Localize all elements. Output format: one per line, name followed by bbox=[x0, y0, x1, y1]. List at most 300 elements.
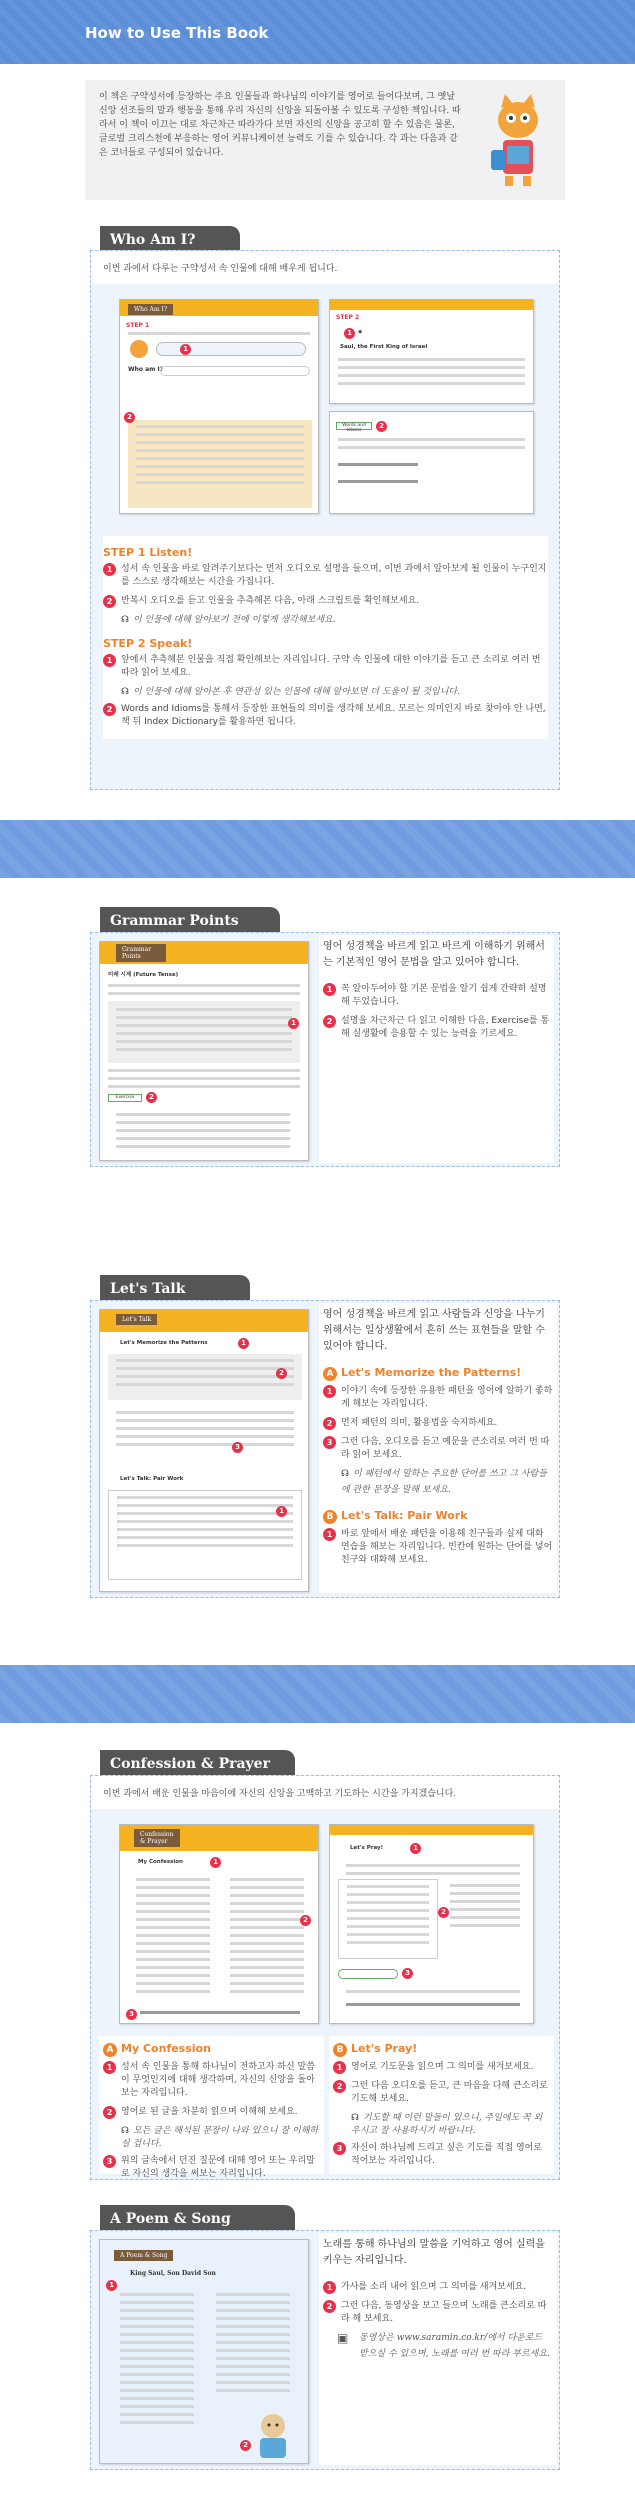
text-line bbox=[216, 2373, 290, 2376]
confession-page-right bbox=[329, 1824, 534, 2024]
marker-1: 1 bbox=[276, 1506, 287, 1517]
text-line bbox=[450, 1908, 520, 1911]
text-line bbox=[136, 441, 304, 444]
number-badge: 2 bbox=[103, 2106, 116, 2119]
poem-item-1 bbox=[323, 2281, 553, 2294]
text-line bbox=[136, 473, 304, 476]
number-badge: 1 bbox=[103, 654, 116, 667]
tab-confession-prayer bbox=[100, 1750, 295, 1778]
words-label: Words and Idioms bbox=[336, 422, 372, 430]
text-line bbox=[338, 366, 525, 369]
text-line bbox=[120, 2389, 194, 2392]
text-line bbox=[230, 1982, 304, 1985]
speak-title: Saul, the First King of Israel bbox=[340, 344, 428, 350]
pray-mock-label: Let's Pray! bbox=[350, 1845, 384, 1851]
hint-text: 기도할 때 이런 말들이 있으니, 주일에도 꼭 외우시고 잘 사용하시기 바랍니다. bbox=[351, 2113, 543, 2136]
number-badge: 2 bbox=[333, 2080, 346, 2093]
marker-1: 1 bbox=[180, 344, 191, 355]
text-line bbox=[230, 1878, 304, 1881]
text-line bbox=[116, 1443, 294, 1446]
number-badge: 1 bbox=[103, 2061, 116, 2074]
text-line bbox=[116, 1375, 294, 1378]
talk-a-item-2 bbox=[323, 1417, 553, 1430]
text-line bbox=[117, 1520, 293, 1523]
text-line bbox=[116, 1048, 292, 1051]
rule-box bbox=[108, 1001, 300, 1063]
talk-a-item-3 bbox=[323, 1436, 553, 1462]
step2-item-1 bbox=[103, 654, 548, 680]
step-text: 성서 속 인물을 통해 하나님이 전하고자 하신 말씀이 무엇인지에 대해 생각하며, 자신의 신앙을 돌아보는 자리입니다. bbox=[121, 2062, 315, 2098]
marker-1: 1 bbox=[344, 328, 355, 339]
text-line bbox=[116, 1032, 292, 1035]
text-line bbox=[116, 1024, 292, 1027]
text-line bbox=[116, 1435, 294, 1438]
text-line bbox=[117, 1528, 293, 1531]
text-line bbox=[120, 2341, 194, 2344]
text-line bbox=[450, 1924, 520, 1927]
page-tag: Grammar Points bbox=[116, 944, 166, 962]
headphones-icon: ☊ bbox=[121, 687, 129, 697]
grammar-intro: 영어 성경책을 바르게 읽고 바르게 이해하기 위해서는 기본적인 영어 문법을 알고 있어야 합니다. bbox=[323, 941, 545, 968]
text-line bbox=[216, 2389, 290, 2392]
marker-2: 2 bbox=[146, 1092, 157, 1103]
poem-page bbox=[99, 2239, 309, 2464]
text-line bbox=[338, 446, 525, 449]
page-header bbox=[330, 1825, 533, 1835]
marker-2: 2 bbox=[376, 421, 387, 432]
text-line bbox=[116, 1040, 292, 1043]
text-line bbox=[116, 1411, 294, 1414]
step1-item-2 bbox=[103, 595, 548, 608]
cat-mascot-icon bbox=[483, 90, 553, 190]
marker-2: 2 bbox=[240, 2440, 251, 2451]
page-tag: A Poem & Song bbox=[114, 2250, 173, 2261]
text-line bbox=[120, 2397, 194, 2400]
prayer-box bbox=[338, 1879, 438, 1959]
text-line bbox=[216, 2381, 290, 2384]
text-line bbox=[117, 1496, 293, 1499]
text-line bbox=[120, 2349, 194, 2352]
text-line bbox=[136, 1982, 210, 1985]
text-line bbox=[116, 1008, 292, 1011]
text-line bbox=[230, 1910, 304, 1913]
text-line bbox=[216, 2309, 290, 2312]
marker-1: 1 bbox=[210, 1857, 221, 1868]
text-line bbox=[120, 2293, 194, 2296]
step-text: 꼭 알아두어야 할 기본 문법을 알기 쉽게 간략히 설명해 두었습니다. bbox=[341, 984, 547, 1007]
page-tag: Confession & Prayer bbox=[134, 1829, 180, 1847]
text-line bbox=[230, 1886, 304, 1889]
text-line bbox=[117, 1544, 293, 1547]
text-line bbox=[116, 1016, 292, 1019]
write-line bbox=[346, 2003, 520, 2006]
text-line bbox=[338, 438, 525, 441]
pattern-box bbox=[108, 1354, 302, 1400]
text-line bbox=[120, 2325, 194, 2328]
pair-mock-label: Let's Talk: Pair Work bbox=[120, 1476, 184, 1482]
tab-label: Confession & Prayer bbox=[110, 1756, 270, 1772]
text-line bbox=[136, 465, 304, 468]
marker-2: 2 bbox=[300, 1915, 311, 1926]
talk-a-hint bbox=[323, 1466, 553, 1498]
step1-title: STEP 1 Listen! bbox=[103, 546, 193, 559]
hint-text: 모든 글은 해석된 문장이 나와 있으니 잘 이해하실 겁니다. bbox=[121, 2126, 319, 2149]
text-line bbox=[116, 1145, 290, 1148]
step1-hint bbox=[103, 612, 548, 625]
step-text: 그런 다음, 오디오를 듣고 예문을 큰소리로 여러 번 따라 읽어 보세요. bbox=[341, 1437, 550, 1460]
number-badge: 1 bbox=[323, 1528, 336, 1541]
step-text: 그런 다음 오디오를 듣고, 큰 마음을 다해 큰소리로 기도해 보세요. bbox=[351, 2081, 548, 2104]
confession-b-item-3 bbox=[333, 2142, 550, 2168]
step-text: 설명을 차근차근 다 읽고 이해한 다음, Exercise를 통해 실생활에 응용할 수 있는 능력을 기르세요. bbox=[341, 1016, 550, 1039]
who-page-left bbox=[119, 299, 319, 514]
text-line bbox=[347, 1893, 429, 1896]
text-line bbox=[120, 2421, 194, 2424]
text-line bbox=[116, 1129, 290, 1132]
text-line bbox=[338, 382, 525, 385]
text-line bbox=[136, 1918, 210, 1921]
write-line bbox=[140, 2011, 300, 2014]
confession-a-title bbox=[103, 2042, 320, 2057]
number-badge: 2 bbox=[323, 2300, 336, 2313]
talk-page bbox=[99, 1309, 309, 1592]
text-line bbox=[120, 2381, 194, 2384]
marker-1: 1 bbox=[106, 2280, 117, 2291]
audio-bar bbox=[156, 342, 306, 356]
sub-title: Let's Pray! bbox=[351, 2042, 418, 2055]
confession-a-item-3 bbox=[103, 2155, 320, 2181]
marker-1: 1 bbox=[288, 1018, 299, 1029]
confession-a-item-1 bbox=[103, 2061, 320, 2100]
text-line bbox=[216, 2293, 290, 2296]
talk-panel bbox=[90, 1300, 560, 1598]
step1-mock-label: STEP 1 bbox=[126, 322, 150, 329]
poem-intro: 노래를 통해 하나님의 말씀을 기억하고 영어 실력을 키우는 자리입니다. bbox=[323, 2239, 545, 2266]
confession-b-item-2 bbox=[333, 2080, 550, 2106]
text-line bbox=[136, 1966, 210, 1969]
marker-2: 2 bbox=[438, 1907, 449, 1918]
text-line bbox=[338, 463, 418, 466]
step2-mock-label: STEP 2 bbox=[336, 314, 360, 321]
text-line bbox=[216, 2317, 290, 2320]
grammar-panel bbox=[90, 932, 560, 1167]
grammar-page bbox=[99, 941, 309, 1161]
text-line bbox=[450, 1892, 520, 1895]
step-text: 이야기 속에 등장한 유용한 패턴을 영어에 알하기 좋하게 해보는 자리입니다. bbox=[341, 1386, 553, 1409]
headphones-icon: ☊ bbox=[341, 1469, 349, 1479]
text-line bbox=[136, 1974, 210, 1977]
text-line bbox=[136, 1958, 210, 1961]
text-line bbox=[338, 358, 525, 361]
confession-panel bbox=[90, 1775, 560, 2180]
text-line bbox=[347, 1885, 429, 1888]
page-header bbox=[330, 300, 533, 310]
camera-icon: ▣ bbox=[337, 2331, 349, 2345]
text-line bbox=[136, 1926, 210, 1929]
step1-item-1 bbox=[103, 563, 548, 589]
example-lines bbox=[108, 1406, 302, 1451]
text-line bbox=[230, 1974, 304, 1977]
text-line bbox=[136, 433, 304, 436]
text-line bbox=[450, 1916, 520, 1919]
number-badge: 1 bbox=[323, 983, 336, 996]
text-line bbox=[136, 1934, 210, 1937]
section-divider bbox=[0, 820, 635, 878]
text-line bbox=[136, 1942, 210, 1945]
tab-label: Let's Talk bbox=[110, 1281, 186, 1297]
step-text: 그런 다음, 동영상을 보고 들으며 노래를 큰소리로 따라 해 보세요. bbox=[341, 2301, 547, 2324]
text-line bbox=[116, 1121, 290, 1124]
intro-box bbox=[85, 80, 565, 200]
who-steps bbox=[103, 536, 548, 739]
song-title: King Saul, Son David Son bbox=[130, 2270, 216, 2277]
text-line bbox=[120, 2317, 194, 2320]
avatar bbox=[130, 340, 148, 358]
confession-b bbox=[329, 2036, 554, 2174]
marker-3: 3 bbox=[402, 1968, 413, 1979]
poem-item-2 bbox=[323, 2300, 553, 2326]
text-line bbox=[216, 2325, 290, 2328]
page-tag: Let's Talk bbox=[116, 1314, 157, 1325]
text-line bbox=[347, 1925, 429, 1928]
tab-label: A Poem & Song bbox=[110, 2211, 231, 2227]
text-line bbox=[108, 984, 300, 987]
my-confession-mock: My Confession bbox=[138, 1859, 183, 1865]
grammar-heading: 미래 시제 (Future Tense) bbox=[108, 972, 179, 978]
who-lead: 이번 과에서 다루는 구약성서 속 인물에 대해 배우게 됩니다. bbox=[91, 251, 559, 284]
text-line bbox=[450, 1900, 520, 1903]
letter-b-badge: B bbox=[333, 2043, 347, 2057]
text-line bbox=[230, 1950, 304, 1953]
step-text: 성서 속 인물을 바로 알려주기보다는 먼저 오디오로 설명을 들으며, 이번 과에서 알아보게 될 인물이 누구인지를 스스로 생각해보는 시간을 가집니다. bbox=[121, 564, 547, 587]
talk-b-item-1 bbox=[323, 1528, 553, 1567]
text-line bbox=[120, 2373, 194, 2376]
sub-title: Let's Talk: Pair Work bbox=[341, 1509, 468, 1522]
number-badge: 3 bbox=[103, 2155, 116, 2168]
number-badge: 1 bbox=[103, 563, 116, 576]
confession-b-title bbox=[333, 2042, 550, 2057]
number-badge: 2 bbox=[323, 1417, 336, 1430]
who-page-right-bottom bbox=[329, 411, 534, 514]
hint-text: 동영상은 www.saramin.co.kr/에서 다운로드 받으실 수 있으며, 노래를 여러 번 따라 부르세요. bbox=[359, 2333, 550, 2359]
text-line bbox=[346, 1872, 520, 1875]
text-line bbox=[108, 1077, 300, 1080]
text-line bbox=[347, 1901, 429, 1904]
text-line bbox=[450, 1884, 520, 1887]
text-line bbox=[136, 481, 304, 484]
number-badge: 3 bbox=[323, 1436, 336, 1449]
audio-icon: ◉ bbox=[358, 329, 363, 335]
text-line bbox=[230, 1926, 304, 1929]
number-badge: 3 bbox=[333, 2142, 346, 2155]
text-line bbox=[216, 2301, 290, 2304]
confession-a-item-2 bbox=[103, 2106, 320, 2119]
talk-a-item-1 bbox=[323, 1385, 553, 1411]
step-text: 가사를 소리 내어 읽으며 그 의미를 새겨보세요. bbox=[341, 2282, 527, 2292]
text-line bbox=[136, 1894, 210, 1897]
number-badge: 2 bbox=[323, 1015, 336, 1028]
text-line bbox=[216, 2357, 290, 2360]
patterns-mock-label: Let's Memorize the Patterns bbox=[120, 1340, 208, 1346]
text-line bbox=[136, 449, 304, 452]
number-badge: 1 bbox=[323, 1385, 336, 1398]
text-line bbox=[120, 2309, 194, 2312]
text-line bbox=[116, 1383, 294, 1386]
text-line bbox=[120, 2405, 194, 2408]
text-line bbox=[136, 1878, 210, 1881]
lyrics-english bbox=[112, 2288, 202, 2429]
marker-1: 1 bbox=[238, 1338, 249, 1349]
text-line bbox=[346, 1990, 520, 1993]
headphones-icon: ☊ bbox=[351, 2113, 359, 2123]
text-line bbox=[230, 1958, 304, 1961]
text-line bbox=[347, 1909, 429, 1912]
text-line bbox=[230, 1894, 304, 1897]
grammar-item-2 bbox=[323, 1015, 550, 1041]
text-line bbox=[216, 2349, 290, 2352]
text-line bbox=[347, 1941, 429, 1944]
text-line bbox=[346, 1864, 520, 1867]
text-line bbox=[136, 457, 304, 460]
text-line bbox=[136, 1886, 210, 1889]
text-line bbox=[230, 1942, 304, 1945]
text-line bbox=[108, 992, 300, 995]
text-line bbox=[347, 1933, 429, 1936]
text-line bbox=[216, 2341, 290, 2344]
marker-2: 2 bbox=[276, 1368, 287, 1379]
text-line bbox=[116, 1427, 294, 1430]
text-line bbox=[230, 1990, 304, 1993]
letter-a-badge: A bbox=[323, 1367, 337, 1381]
hint-text: 이 패턴에서 말하는 주요한 단어를 쓰고 그 사람들에 관한 문장을 말해 보세요. bbox=[341, 1469, 547, 1495]
text-line bbox=[116, 1137, 290, 1140]
letter-b-badge: B bbox=[323, 1510, 337, 1524]
text-line bbox=[120, 2413, 194, 2416]
text-line bbox=[117, 1536, 293, 1539]
text-line bbox=[117, 1504, 293, 1507]
text-line bbox=[120, 2301, 194, 2304]
talk-a-title bbox=[323, 1365, 553, 1381]
tab-grammar-points bbox=[100, 907, 280, 935]
step-text: 먼저 패턴의 의미, 활용법을 숙지하세요. bbox=[341, 1418, 498, 1428]
text-line bbox=[230, 1902, 304, 1905]
step2-title: STEP 2 Speak! bbox=[103, 637, 193, 650]
text-line bbox=[230, 1934, 304, 1937]
who-panel bbox=[90, 250, 560, 790]
text-line bbox=[136, 1990, 210, 1993]
step-text: 영어로 된 글을 차분히 읽으며 이해해 보세요. bbox=[121, 2107, 298, 2117]
write-lines bbox=[338, 1985, 528, 2011]
hint-text: 이 인물에 대해 알아보기 전에 이렇게 생각해보세요. bbox=[133, 615, 336, 625]
text-line bbox=[116, 1367, 294, 1370]
text-line bbox=[120, 2333, 194, 2336]
text-line bbox=[338, 480, 418, 483]
poem-panel bbox=[90, 2230, 560, 2470]
lyrics-korean bbox=[208, 2288, 298, 2397]
step-text: 위의 글속에서 던진 질문에 대해 영어 또는 우리말로 자신의 생각을 써보는 자리입니다. bbox=[121, 2156, 315, 2179]
number-badge: 2 bbox=[103, 595, 116, 608]
step2-item-2 bbox=[103, 703, 548, 729]
text-line bbox=[108, 1069, 300, 1072]
step-text: 바로 앞에서 배운 패턴을 이용해 친구들과 실제 대화 연습을 해보는 자리입니다. 빈칸에 원하는 단어를 넣어 친구와 대화해 보세요. bbox=[341, 1529, 553, 1565]
pair-table bbox=[108, 1490, 302, 1580]
tab-label: Grammar Points bbox=[110, 913, 239, 929]
prayer-korean-lines bbox=[442, 1879, 528, 1932]
step-text: 영어로 기도문을 읽으며 그 의미를 새겨보세요. bbox=[351, 2062, 534, 2072]
confession-lead: 이번 과에서 배운 인물을 마음이에 자신의 신앙을 고백하고 기도하는 시간을 가지겠습니다. bbox=[91, 1776, 559, 1809]
text-line bbox=[117, 1512, 293, 1515]
confession-b-hint bbox=[333, 2110, 550, 2136]
answer-box bbox=[160, 366, 310, 376]
who-page-right-top bbox=[329, 299, 534, 404]
step-text: 앞에서 추측해본 인물을 직접 확인해보는 자리입니다. 구약 속 인물에 대한 이야기를 듣고 큰 소리로 여러 번 따라 읽어 보세요. bbox=[121, 655, 541, 678]
exercise-lines bbox=[108, 1108, 298, 1153]
text-line bbox=[338, 374, 525, 377]
text-line bbox=[216, 2365, 290, 2368]
letter-a-badge: A bbox=[103, 2043, 117, 2057]
number-badge: 2 bbox=[103, 703, 116, 716]
singer-illustration bbox=[248, 2410, 298, 2458]
text-line bbox=[116, 1419, 294, 1422]
headphones-icon: ☊ bbox=[121, 615, 129, 625]
hint-text: 이 인물에 대해 알아본 후 연관성 있는 인물에 대해 알아보면 더 도움이 될 것입니다. bbox=[133, 687, 460, 697]
step-text: Words and Idioms를 통해서 등장한 표현들의 의미를 생각해 보세요. 모르는 의미인지 바로 찾아야 안 나면, 책 뒤 Index Dictionary를 활용하면 됩니다. bbox=[121, 704, 546, 727]
marker-2: 2 bbox=[124, 412, 135, 423]
confession-b-item-1 bbox=[333, 2061, 550, 2074]
number-badge: 1 bbox=[323, 2281, 336, 2294]
text-line bbox=[347, 1917, 429, 1920]
top-banner bbox=[0, 0, 635, 64]
section-divider bbox=[0, 1665, 635, 1723]
page-title: How to Use This Book bbox=[85, 24, 269, 42]
number-badge: 1 bbox=[333, 2061, 346, 2074]
english-column bbox=[128, 1873, 218, 1998]
korean-column bbox=[222, 1873, 312, 1998]
text-line bbox=[120, 2357, 194, 2360]
text-line bbox=[216, 2333, 290, 2336]
step2-hint bbox=[103, 684, 548, 697]
talk-intro: 영어 성경책을 바르게 읽고 사람들과 신앙을 나누기 위해서는 일상생활에서 흔히 쓰는 표현들을 말할 수 있어야 합니다. bbox=[323, 1309, 545, 1352]
text-line bbox=[230, 1918, 304, 1921]
talk-b-title bbox=[323, 1508, 553, 1524]
text-line bbox=[136, 1950, 210, 1953]
script-box bbox=[128, 420, 312, 508]
intro-text: 이 책은 구약성서에 등장하는 주요 인물들과 하나님의 이야기를 영어로 들어다보며, 그 옛날 신앙 선조들의 말과 행동을 통해 우리 자신의 신앙을 되돌아볼 수 있도록 구성한 책입니다. 따라서 이 책이 이끄는 대로 차근차근 따라가다 보면 자신의 신앙을 공고히 할 수 있음은 물론, 글로벌 크리스천에 부응하는 영어 커뮤니케이션 능력도 기를 수 있습니다. 각 과는 다음과 같은 코너들로 구성되어 있습니다. bbox=[99, 92, 461, 158]
tab-lets-talk bbox=[100, 1275, 250, 1303]
sub-title: My Confession bbox=[121, 2042, 211, 2055]
step-text: 반복시 오디오를 듣고 인물을 추측해본 다음, 아래 스크립트를 확인해보세요. bbox=[121, 596, 420, 606]
text-line bbox=[136, 425, 304, 428]
marker-1: 1 bbox=[410, 1843, 421, 1854]
tab-poem-song bbox=[100, 2205, 295, 2233]
text-line bbox=[116, 1359, 294, 1362]
text-line bbox=[120, 2365, 194, 2368]
confession-page-left bbox=[119, 1824, 319, 2024]
text-line bbox=[230, 1966, 304, 1969]
grammar-text bbox=[319, 935, 554, 1163]
tab-label: Who Am I? bbox=[110, 232, 196, 248]
marker-3: 3 bbox=[232, 1442, 243, 1453]
marker-3: 3 bbox=[126, 2009, 137, 2020]
who-am-i-mock: Who am I? bbox=[128, 366, 164, 373]
headphones-icon: ☊ bbox=[121, 2126, 129, 2136]
step-text: 자신이 하나님께 드리고 싶은 기도를 직접 영어로 적어보는 자리입니다. bbox=[351, 2143, 543, 2166]
confession-a-hint bbox=[103, 2123, 320, 2149]
exercise-label: Exercise bbox=[108, 1094, 142, 1102]
grammar-item-1 bbox=[323, 983, 550, 1009]
sub-title: Let's Memorize the Patterns! bbox=[341, 1366, 522, 1379]
confession-a bbox=[99, 2036, 324, 2179]
